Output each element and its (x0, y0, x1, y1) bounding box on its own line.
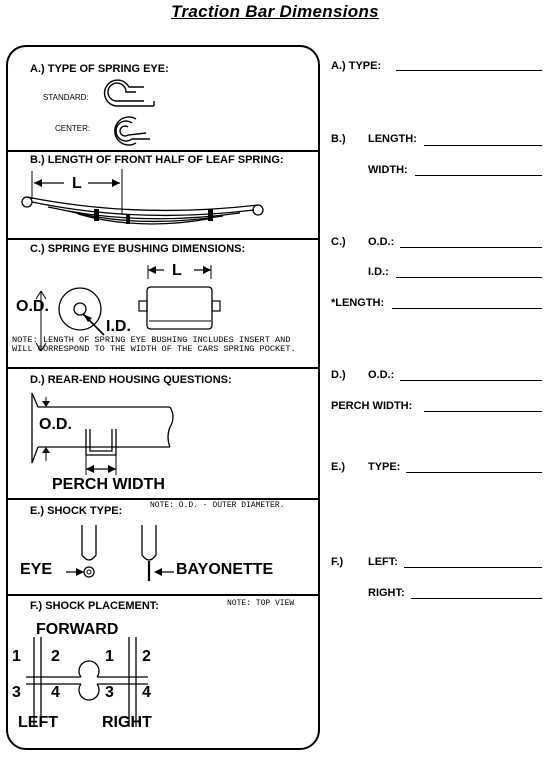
e-type-field[interactable] (406, 472, 542, 473)
center-eye-icon (106, 111, 166, 151)
center-label: CENTER: (55, 124, 91, 133)
left-front-inner: 2 (51, 648, 60, 665)
id-label: I.D. (106, 318, 131, 335)
forward-label: FORWARD (36, 621, 119, 638)
f-label: F.) (331, 556, 344, 568)
c-od-label: O.D.: (368, 236, 395, 248)
c-label: C.) (331, 236, 346, 248)
bushing-note: NOTE: LENGTH OF SPRING EYE BUSHING INCLUDES INSERT AND WILL CORRESPOND TO THE WIDTH OF THE CARS SPRING POCKET. (12, 335, 296, 354)
top-view-note: NOTE: TOP VIEW (227, 599, 295, 608)
a-type-label: A.) TYPE: (331, 60, 382, 72)
right-rear-outer: 4 (142, 684, 151, 701)
section-f-heading: F.) SHOCK PLACEMENT: (30, 600, 159, 612)
page-title: Traction Bar Dimensions (171, 2, 379, 21)
divider (8, 150, 318, 152)
leaf-spring-drawing (18, 169, 278, 239)
housing-od-label: O.D. (39, 416, 72, 433)
section-b-heading: B.) LENGTH OF FRONT HALF OF LEAF SPRING: (30, 154, 284, 166)
e-type-label: TYPE: (368, 461, 401, 473)
f-right-label: RIGHT: (368, 587, 405, 599)
divider (8, 238, 318, 240)
c-od-field[interactable] (400, 247, 542, 248)
left-label: LEFT (18, 714, 58, 731)
od-note: NOTE: O.D. - OUTER DIAMETER. (150, 501, 285, 510)
left-rear-inner: 4 (51, 684, 60, 701)
od-label: O.D. (16, 298, 49, 315)
perch-width-label: PERCH WIDTH (52, 476, 165, 493)
section-a-heading: A.) TYPE OF SPRING EYE: (30, 63, 169, 75)
section-d-heading: D.) REAR-END HOUSING QUESTIONS: (30, 374, 232, 386)
e-label: E.) (331, 461, 346, 473)
length-l-label: L (72, 175, 82, 192)
d-perch-label: PERCH WIDTH: (331, 400, 413, 412)
divider (8, 594, 318, 596)
c-length-field[interactable] (392, 308, 542, 309)
f-left-label: LEFT: (368, 556, 398, 568)
f-left-field[interactable] (404, 567, 542, 568)
b-width-label: WIDTH: (368, 164, 408, 176)
f-right-field[interactable] (411, 598, 542, 599)
a-type-field[interactable] (396, 70, 542, 71)
d-perch-field[interactable] (424, 411, 542, 412)
bayonette-label: BAYONETTE (176, 561, 274, 578)
shock-type-drawing (58, 525, 258, 585)
b-length-field[interactable] (424, 145, 542, 146)
left-rear-outer: 3 (12, 684, 21, 701)
standard-label: STANDARD: (43, 93, 89, 102)
section-c-heading: C.) SPRING EYE BUSHING DIMENSIONS: (30, 243, 246, 255)
divider (8, 367, 318, 369)
right-front-outer: 2 (142, 648, 151, 665)
right-front-inner: 1 (105, 648, 114, 665)
d-label: D.) (331, 369, 346, 381)
d-od-label: O.D.: (368, 369, 395, 381)
right-label: RIGHT (102, 714, 152, 731)
d-od-field[interactable] (400, 380, 542, 381)
bushing-l-label: L (172, 262, 182, 279)
eye-label: EYE (20, 561, 53, 578)
left-front-outer: 1 (12, 648, 21, 665)
c-length-label: *LENGTH: (331, 297, 385, 309)
b-label: B.) (331, 133, 346, 145)
diagram-panel (6, 45, 320, 750)
b-length-label: LENGTH: (368, 133, 417, 145)
b-width-field[interactable] (415, 175, 542, 176)
c-id-field[interactable] (396, 277, 542, 278)
c-id-label: I.D.: (368, 266, 389, 278)
right-rear-inner: 3 (105, 684, 114, 701)
divider (8, 498, 318, 500)
section-e-heading: E.) SHOCK TYPE: (30, 505, 123, 517)
